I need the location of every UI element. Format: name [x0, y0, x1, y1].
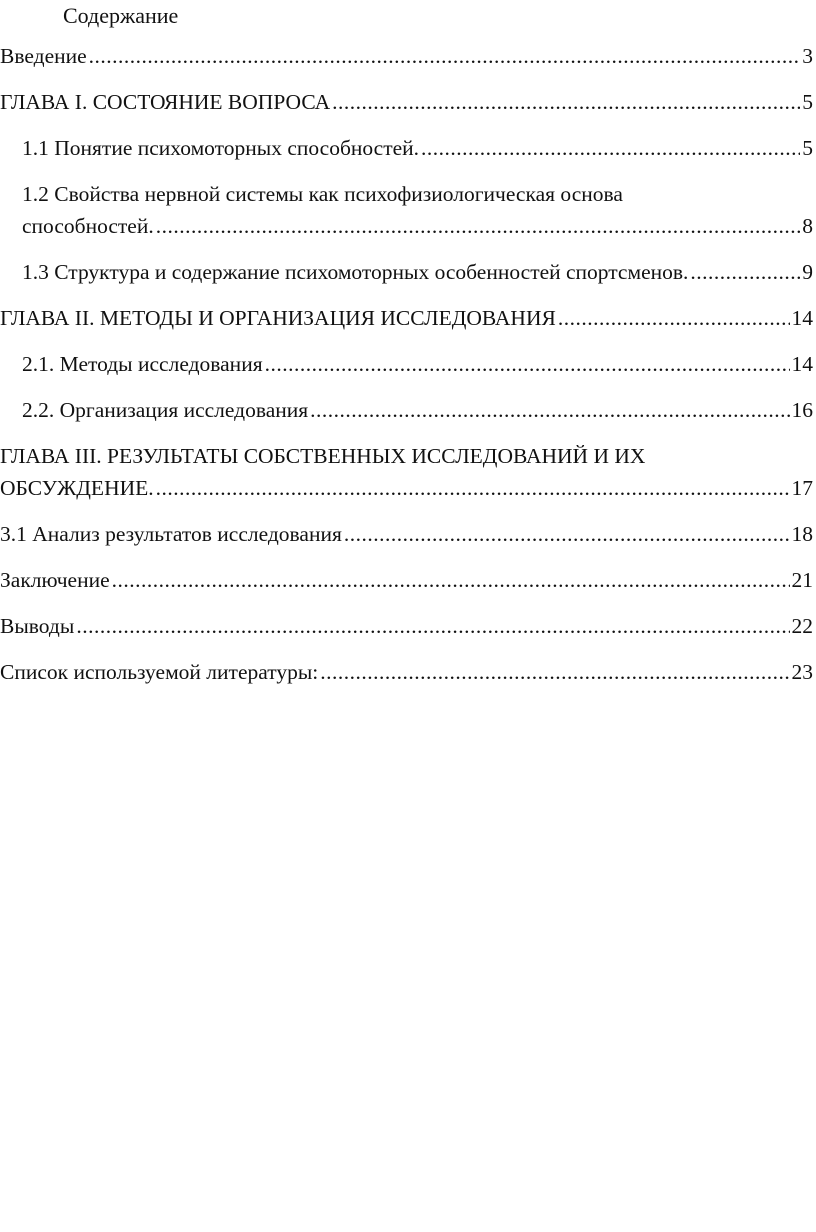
toc-leader-dots — [156, 210, 801, 242]
toc-leader-dots — [265, 348, 790, 380]
toc-entry-section-2-1[interactable] — [0, 348, 816, 380]
toc-entry-label-line2: способностей. — [22, 214, 154, 238]
toc-leader-dots — [76, 610, 789, 642]
toc-title: Содержание — [63, 3, 179, 28]
toc-entry-label: Введение — [0, 44, 87, 68]
toc-entry-references[interactable] — [0, 656, 816, 688]
toc-page-number: 23 — [791, 660, 813, 684]
toc-page-number: 17 — [791, 476, 813, 500]
toc-entry-label-line2: ОБСУЖДЕНИЕ. — [0, 476, 154, 500]
toc-entry-label: 3.1 Анализ результатов исследования — [0, 522, 342, 546]
toc-leader-dots — [421, 132, 800, 164]
toc-page-number: 16 — [791, 398, 813, 422]
toc-leader-dots — [320, 656, 789, 688]
toc-page-number: 18 — [791, 522, 813, 546]
toc-entry-label: 2.2. Организация исследования — [22, 398, 309, 422]
toc-entry-section-3-1[interactable] — [0, 518, 816, 550]
toc-entry-label: 2.1. Методы исследования — [22, 352, 263, 376]
toc-page-number: 5 — [802, 136, 813, 160]
toc-leader-dots — [310, 394, 789, 426]
toc-page-number: 22 — [791, 614, 813, 638]
toc-leader-dots — [332, 86, 800, 118]
toc-entry-label: Список используемой литературы: — [0, 660, 319, 684]
toc-entry-section-1-3[interactable] — [0, 256, 816, 288]
toc-entry-label: Заключение — [0, 568, 110, 592]
toc-page-number: 9 — [802, 260, 813, 284]
toc-leader-dots — [112, 564, 790, 596]
toc-entry-conclusion[interactable] — [0, 564, 816, 596]
toc-entry-label-line1: 1.2 Свойства нервной системы как психофизиологическая основа — [22, 182, 623, 206]
toc-entry-section-2-2[interactable] — [0, 394, 816, 426]
toc-entry-chapter-2[interactable] — [0, 302, 816, 334]
toc-page-number: 5 — [802, 90, 813, 114]
toc-page-number: 14 — [791, 352, 813, 376]
toc-entry-label: ГЛАВА II. МЕТОДЫ И ОРГАНИЗАЦИЯ ИССЛЕДОВАНИЯ — [0, 306, 556, 330]
toc-entry-label: Выводы — [0, 614, 75, 638]
toc-page-number: 21 — [791, 568, 813, 592]
toc-leader-dots — [156, 472, 790, 504]
toc-entry-findings[interactable] — [0, 610, 816, 642]
toc-page-number: 8 — [802, 214, 813, 238]
toc-entry-section-1-1[interactable] — [0, 132, 816, 164]
toc-entry-label: ГЛАВА I. СОСТОЯНИЕ ВОПРОСА — [0, 90, 331, 114]
toc-entry-label-line1: ГЛАВА III. РЕЗУЛЬТАТЫ СОБСТВЕННЫХ ИССЛЕДОВАНИЙ И ИХ — [0, 444, 646, 468]
toc-leader-dots — [558, 302, 790, 334]
toc-entry-label: 1.1 Понятие психомоторных способностей. — [22, 136, 420, 160]
toc-list — [0, 40, 816, 688]
toc-entry-chapter-3[interactable] — [0, 440, 816, 504]
toc-page-number: 3 — [802, 44, 813, 68]
toc-entry-introduction[interactable] — [0, 40, 816, 72]
toc-leader-dots — [344, 518, 790, 550]
toc-page-number: 14 — [791, 306, 813, 330]
toc-entry-chapter-1[interactable] — [0, 86, 816, 118]
toc-entry-label: 1.3 Структура и содержание психомоторных особенностей спортсменов. — [22, 260, 689, 284]
toc-leader-dots — [690, 256, 800, 288]
toc-leader-dots — [89, 40, 801, 72]
toc-entry-section-1-2[interactable] — [0, 178, 816, 242]
